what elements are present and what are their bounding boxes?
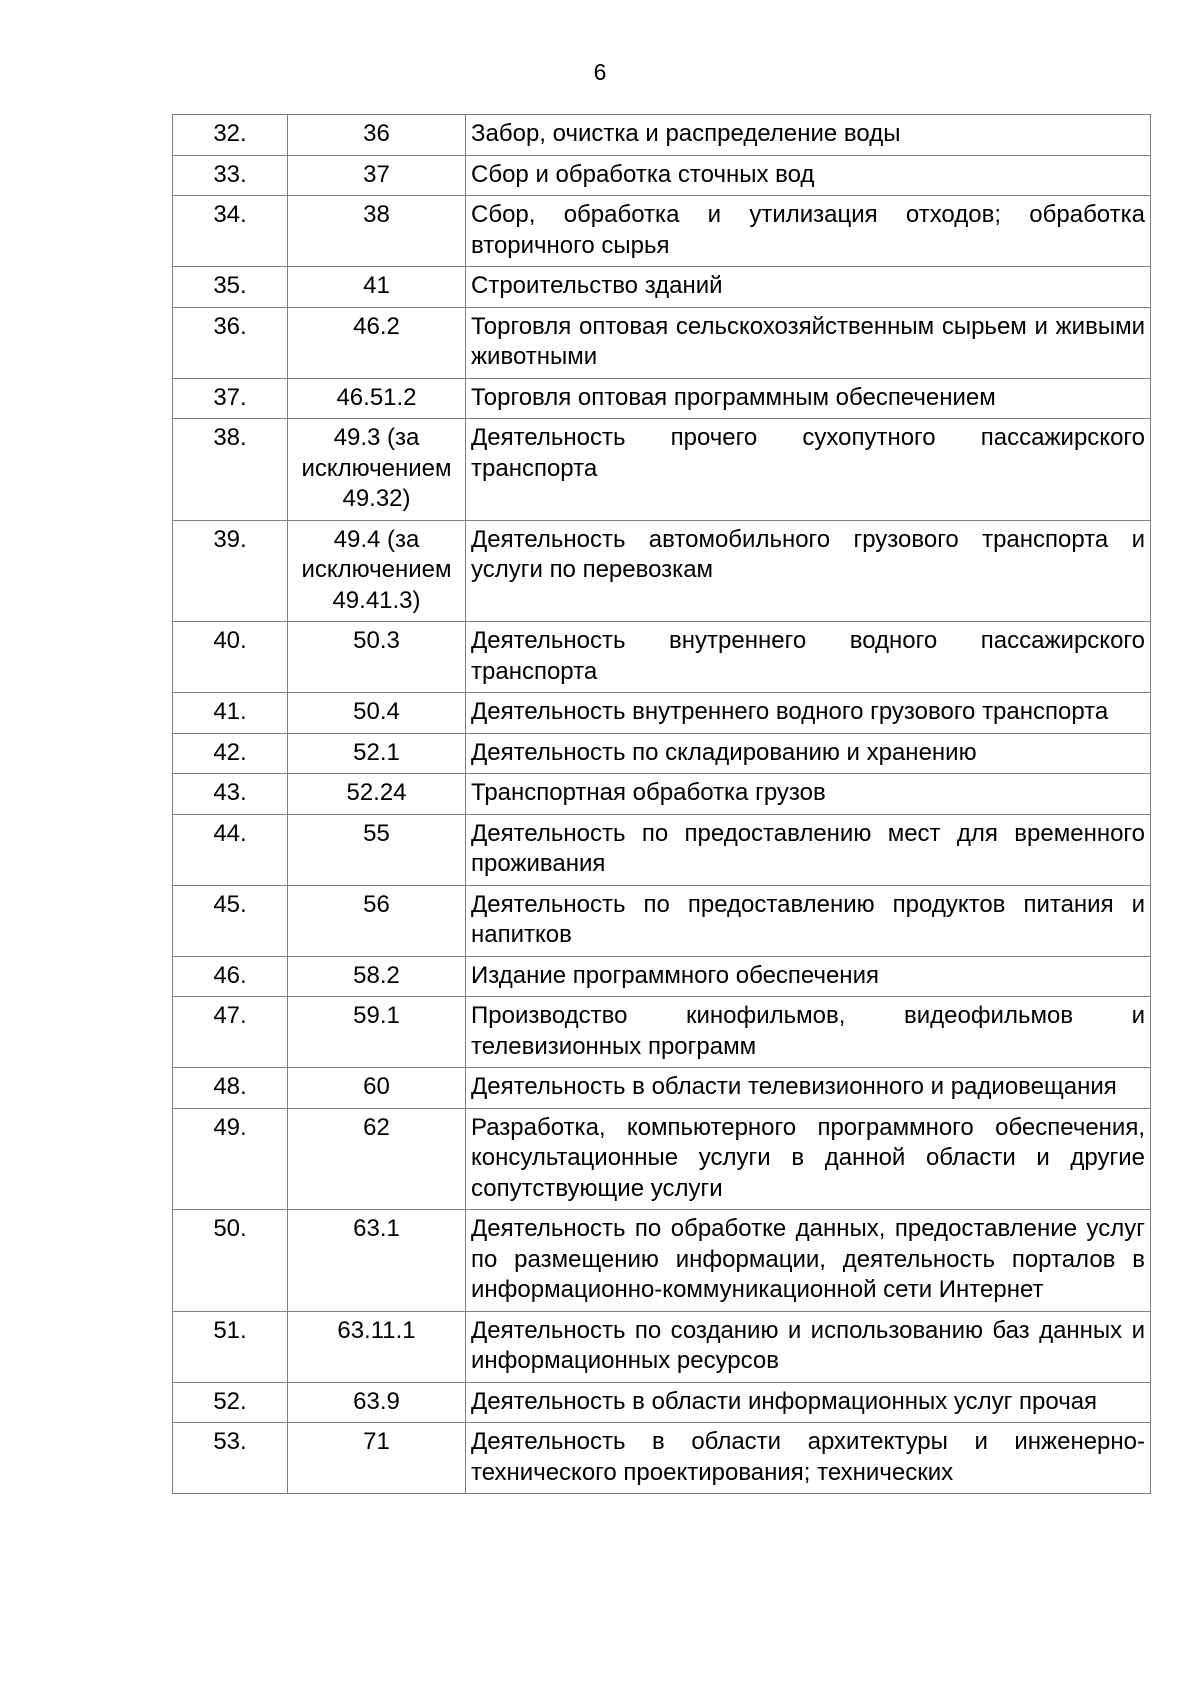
table-row — [173, 419, 1151, 521]
table-row — [173, 1382, 1151, 1423]
activity-description: Деятельность автомобильного грузового транспорта и услуги по перевозкам — [466, 520, 1151, 622]
activity-description: Транспортная обработка грузов — [466, 774, 1151, 815]
row-number: 32. — [173, 115, 288, 156]
table-row — [173, 307, 1151, 378]
okved-code: 50.3 — [288, 622, 466, 693]
okved-table — [172, 114, 1151, 1494]
okved-code: 62 — [288, 1108, 466, 1210]
okved-code: 55 — [288, 814, 466, 885]
activity-description: Деятельность по складированию и хранению — [466, 733, 1151, 774]
activity-description: Деятельность внутреннего водного пассажирского транспорта — [466, 622, 1151, 693]
activity-description: Производство кинофильмов, видеофильмов и телевизионных программ — [466, 997, 1151, 1068]
okved-code: 59.1 — [288, 997, 466, 1068]
activity-description: Деятельность по созданию и использованию баз данных и информационных ресурсов — [466, 1311, 1151, 1382]
row-number: 49. — [173, 1108, 288, 1210]
activity-description: Деятельность в области телевизионного и радиовещания — [466, 1068, 1151, 1109]
activity-description: Разработка, компьютерного программного обеспечения, консультационные услуги в данной области и другие сопутствующие услуги — [466, 1108, 1151, 1210]
row-number: 41. — [173, 693, 288, 734]
activity-description: Торговля оптовая сельскохозяйственным сырьем и живыми животными — [466, 307, 1151, 378]
activity-description: Деятельность внутреннего водного грузового транспорта — [466, 693, 1151, 734]
row-number: 34. — [173, 196, 288, 267]
row-number: 45. — [173, 885, 288, 956]
activity-description: Сбор, обработка и утилизация отходов; обработка вторичного сырья — [466, 196, 1151, 267]
table-row — [173, 622, 1151, 693]
okved-code: 46.51.2 — [288, 378, 466, 419]
row-number: 53. — [173, 1423, 288, 1494]
okved-code: 63.11.1 — [288, 1311, 466, 1382]
activity-description: Торговля оптовая программным обеспечением — [466, 378, 1151, 419]
okved-code: 56 — [288, 885, 466, 956]
row-number: 40. — [173, 622, 288, 693]
table-row — [173, 1311, 1151, 1382]
okved-code: 38 — [288, 196, 466, 267]
okved-code: 50.4 — [288, 693, 466, 734]
row-number: 43. — [173, 774, 288, 815]
row-number: 42. — [173, 733, 288, 774]
table-row — [173, 774, 1151, 815]
activity-description: Строительство зданий — [466, 267, 1151, 308]
okved-code: 52.24 — [288, 774, 466, 815]
table-row — [173, 155, 1151, 196]
okved-code: 60 — [288, 1068, 466, 1109]
row-number: 38. — [173, 419, 288, 521]
okved-code: 41 — [288, 267, 466, 308]
okved-code: 63.9 — [288, 1382, 466, 1423]
row-number: 36. — [173, 307, 288, 378]
table-row — [173, 1423, 1151, 1494]
row-number: 48. — [173, 1068, 288, 1109]
table-row — [173, 196, 1151, 267]
row-number: 37. — [173, 378, 288, 419]
table-row — [173, 693, 1151, 734]
okved-code: 71 — [288, 1423, 466, 1494]
table-row — [173, 885, 1151, 956]
row-number: 47. — [173, 997, 288, 1068]
table-row — [173, 733, 1151, 774]
row-number: 44. — [173, 814, 288, 885]
row-number: 39. — [173, 520, 288, 622]
table-row — [173, 956, 1151, 997]
okved-code: 36 — [288, 115, 466, 156]
okved-code: 46.2 — [288, 307, 466, 378]
activity-description: Деятельность по предоставлению продуктов питания и напитков — [466, 885, 1151, 956]
okved-code: 37 — [288, 155, 466, 196]
okved-code: 58.2 — [288, 956, 466, 997]
row-number: 35. — [173, 267, 288, 308]
table-row — [173, 267, 1151, 308]
table-row — [173, 378, 1151, 419]
activity-description: Деятельность по предоставлению мест для временного проживания — [466, 814, 1151, 885]
okved-code: 63.1 — [288, 1210, 466, 1312]
okved-code: 52.1 — [288, 733, 466, 774]
row-number: 50. — [173, 1210, 288, 1312]
table-body — [173, 115, 1151, 1494]
activity-description: Издание программного обеспечения — [466, 956, 1151, 997]
activity-description: Забор, очистка и распределение воды — [466, 115, 1151, 156]
activity-description: Деятельность по обработке данных, предоставление услуг по размещению информации, деятельность порталов в информационно-коммуникационной сети Интернет — [466, 1210, 1151, 1312]
table-row — [173, 115, 1151, 156]
table-row — [173, 814, 1151, 885]
activity-description: Деятельность в области информационных услуг прочая — [466, 1382, 1151, 1423]
page-number: 6 — [593, 59, 607, 85]
table-row — [173, 997, 1151, 1068]
row-number: 46. — [173, 956, 288, 997]
activity-description: Деятельность в области архитектуры и инженерно-технического проектирования; технических — [466, 1423, 1151, 1494]
activity-description: Сбор и обработка сточных вод — [466, 155, 1151, 196]
table-row — [173, 1210, 1151, 1312]
row-number: 52. — [173, 1382, 288, 1423]
table-row — [173, 520, 1151, 622]
table-row — [173, 1108, 1151, 1210]
okved-code: 49.4 (за исключением 49.41.3) — [288, 520, 466, 622]
activity-description: Деятельность прочего сухопутного пассажирского транспорта — [466, 419, 1151, 521]
table-row — [173, 1068, 1151, 1109]
row-number: 33. — [173, 155, 288, 196]
okved-code: 49.3 (за исключением 49.32) — [288, 419, 466, 521]
row-number: 51. — [173, 1311, 288, 1382]
